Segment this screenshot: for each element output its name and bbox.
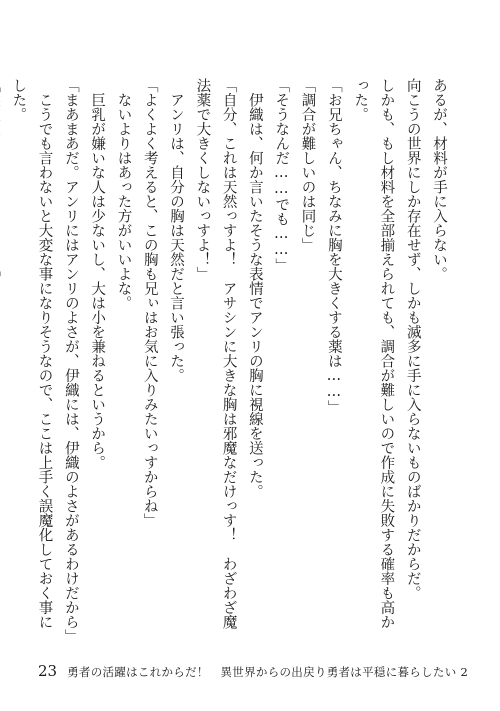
page-footer	[38, 662, 468, 680]
paragraph: アンリは、自分の胸は天然だと言い張った。	[168, 78, 185, 383]
paragraph: 「よくよく考えると、この胸も兄ぃはお気に入りみたいっすからね」	[141, 78, 158, 528]
paragraph: 「そうなんだ……でも……」	[273, 78, 290, 273]
running-title: 勇者の活躍はこれからだ！ 異世界からの出戻り勇者は平穏に暮らしたい 2	[67, 665, 469, 679]
paragraph: 向こうの世界にしか存在せず、しかも滅多に手に入らないものばかりだからだ。	[404, 78, 421, 600]
paragraph: しかも、もし材料を全部揃えられても、調合が難しいので作成に失敗する確率も高かった。	[352, 78, 395, 629]
paragraph: こうでも言わないと大変な事になりそうなので、ここは上手く誤魔化しておく事にした。	[10, 78, 53, 629]
body-text	[10, 78, 452, 644]
paragraph: ないよりはあった方がいいよな。	[115, 78, 132, 310]
paragraph: 伊織は、何か言いたそうな表情でアンリの胸に視線を送った。	[246, 78, 263, 499]
paragraph: あるが、材料が手に入らない。	[431, 78, 447, 281]
paragraph: 巨乳が嫌いな人は少ないし、大は小を兼ねるというから。	[89, 78, 106, 470]
paragraph	[0, 78, 5, 638]
page-number: 23	[38, 662, 58, 680]
paragraph: 「お兄ちゃん、ちなみに胸を大きくする薬は……」	[325, 78, 342, 415]
paragraph: 「調合が難しいのは同じ」	[299, 78, 316, 252]
paragraph: 「まあまあだ。アンリにはアンリのよさが、伊織には、伊織のよさがあるわけだから」	[62, 78, 79, 644]
paragraph: 「自分、これは天然っすよ！ アサシンに大きな胸は邪魔なだけっす！ わざわざ魔法薬で大きくしないっすよ！」	[194, 78, 237, 629]
